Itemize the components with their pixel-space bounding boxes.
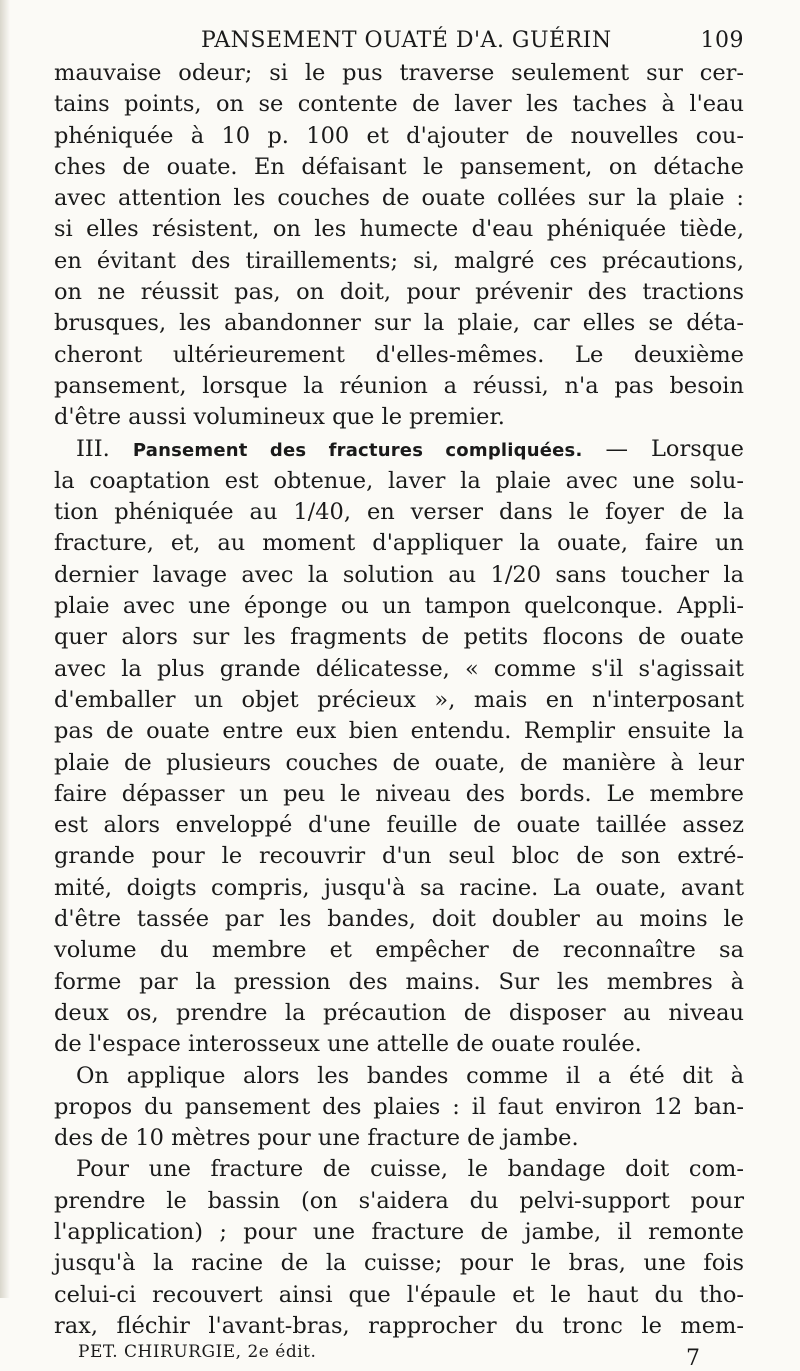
text-line: mauvaise odeur; si le pus traverse seulement sur cer-	[54, 60, 744, 86]
text-line: volume du membre et empêcher de reconnaître sa	[54, 937, 744, 964]
text-line: d'être tassée par les bandes, doit doubler au moins le	[54, 906, 744, 933]
text-line: de l'espace interosseux une attelle de ouate roulée.	[54, 1031, 642, 1058]
text-line: tains points, on se contente de laver les taches à l'eau	[54, 91, 744, 118]
text-line: plaie de plusieurs couches de ouate, de manière à leur	[54, 749, 744, 776]
page-binding-shadow	[0, 0, 10, 1298]
text-line: deux os, prendre la précaution de disposer au niveau	[54, 999, 744, 1026]
sheet-number: 7	[686, 1346, 700, 1371]
text-line: avec la plus grande délicatesse, « comme s'il s'agissait	[54, 655, 744, 682]
text-line: pansement, lorsque la réunion a réussi, n'a pas besoin	[54, 372, 744, 399]
page-footer	[54, 1342, 744, 1370]
section-heading: Pansement des fractures compliquées.	[132, 439, 583, 461]
text-line: la coaptation est obtenue, laver la plaie avec une solu-	[54, 467, 744, 494]
text-line: en évitant des tiraillements; si, malgré ces précautions,	[54, 247, 744, 274]
text-line: Pour une fracture de cuisse, le bandage doit com-	[76, 1156, 744, 1183]
text-line: des de 10 mètres pour une fracture de jambe.	[54, 1125, 579, 1152]
paragraph-3	[54, 1061, 744, 1155]
text-line: pas de ouate entre eux bien entendu. Remplir ensuite la	[54, 718, 744, 745]
text-line: On applique alors les bandes comme il a été dit à	[76, 1062, 744, 1089]
printer-signature: PET. CHIRURGIE, 2e édit.	[78, 1342, 317, 1363]
text-line: cheront ultérieurement d'elles-mêmes. Le deuxième	[54, 341, 744, 368]
text-line: ches de ouate. En défaisant le pansement, on détache	[54, 153, 744, 180]
book-page	[54, 8, 744, 1370]
paragraph-1	[54, 58, 744, 434]
section-heading-line	[54, 434, 744, 466]
text-line: mité, doigts compris, jusqu'à sa racine. La ouate, avant	[54, 874, 744, 901]
text-line: on ne réussit pas, on doit, pour prévenir des tractions	[54, 279, 744, 306]
text-line: jusqu'à la racine de la cuisse; pour le bras, une fois	[54, 1250, 744, 1277]
text-line: propos du pansement des plaies : il faut environ 12 ban-	[54, 1093, 744, 1120]
paragraph-4	[54, 1154, 744, 1342]
text-line: avec attention les couches de ouate collées sur la plaie :	[54, 185, 744, 212]
body-text	[54, 58, 744, 1342]
text-line: si elles résistent, on les humecte d'eau phéniquée tiède,	[54, 216, 744, 243]
text-line: d'emballer un objet précieux », mais en n'interposant	[54, 686, 744, 713]
text-line: dernier lavage avec la solution au 1/20 sans toucher la	[54, 561, 744, 588]
section-lead: — Lorsque	[582, 435, 744, 462]
text-line: l'application) ; pour une fracture de jambe, il remonte	[54, 1218, 744, 1245]
paragraph-2	[54, 434, 744, 1061]
text-line: d'être aussi volumineux que le premier.	[54, 404, 505, 431]
text-line: forme par la pression des mains. Sur les membres à	[54, 968, 744, 995]
text-line: plaie avec une éponge ou un tampon quelconque. Appli-	[54, 593, 744, 620]
page-number: 109	[700, 28, 744, 53]
text-line: tion phéniquée au 1/40, en verser dans le foyer de la	[54, 499, 744, 526]
text-line: brusques, les abandonner sur la plaie, car elles se déta-	[54, 310, 744, 337]
running-title: PANSEMENT OUATÉ D'A. GUÉRIN	[201, 28, 612, 53]
text-line: grande pour le recouvrir d'un seul bloc de son extré-	[54, 843, 744, 870]
text-line: quer alors sur les fragments de petits flocons de ouate	[54, 624, 744, 651]
section-number: III.	[76, 435, 110, 462]
text-line: phéniquée à 10 p. 100 et d'ajouter de nouvelles cou-	[54, 122, 744, 149]
text-line: prendre le bassin (on s'aidera du pelvi-support pour	[54, 1187, 744, 1214]
running-head	[54, 8, 744, 53]
text-line: fracture, et, au moment d'appliquer la ouate, faire un	[54, 530, 744, 557]
text-line: faire dépasser un peu le niveau des bords. Le membre	[54, 780, 744, 807]
text-line: celui-ci recouvert ainsi que l'épaule et le haut du tho-	[54, 1281, 744, 1308]
text-line: rax, fléchir l'avant-bras, rapprocher du tronc le mem-	[54, 1312, 744, 1339]
text-line: est alors enveloppé d'une feuille de ouate taillée assez	[54, 812, 744, 839]
